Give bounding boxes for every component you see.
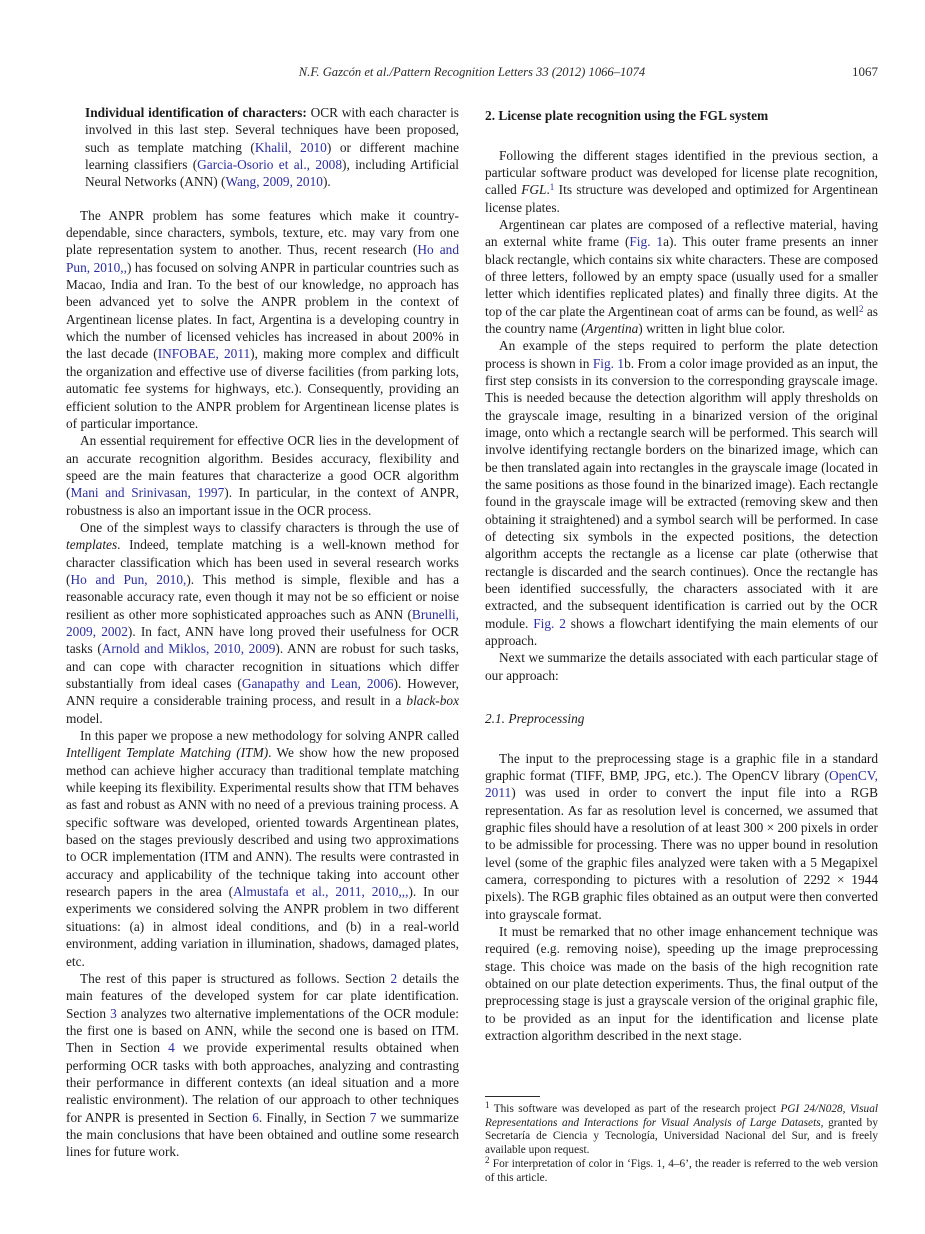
citation-link[interactable]: Brunelli, 2009, 2002 bbox=[66, 606, 459, 639]
citation-link[interactable]: INFOBAE, 2011 bbox=[157, 346, 251, 362]
paragraph-individual-identification bbox=[85, 104, 459, 191]
text-run: b. From a color image provided as an input, the first step consists in its conversion to the corresponding grayscale image. This is needed because the detection algorithm will apply thresholds on the grayscale image, resulting in a binarized version of the original image, onto which a rectangle search will be performed. This search will involve identifying rectangle borders on the binarized image, which can be then translated again into rectangles in the grayscale image (located in the same positions as those found in the binarized image). Each rectangle found in the grayscale image will be extracted (removing skew and then obtaining it straightened) and a symbol search will be performed. In case of detecting six symbols in the expected positions, the detection algorithm accepts the rectangle as a license car plate (otherwise that rectangle is discarded and the search continues). Once the rectangle has been identified successfully, the characters associated with it are extracted, and the subsequent identification is carried out by the OCR module. bbox=[485, 355, 878, 631]
paragraph-preprocessing-input bbox=[485, 750, 878, 923]
text-run: PGI 24/N028, Visual Representations and Interactions for Visual Analysis of Large Datasets bbox=[485, 1103, 878, 1129]
citation-link[interactable]: Mani and Srinivasan, 1997 bbox=[70, 485, 225, 501]
citation-link[interactable]: Almustafa et al., 2011, 2010,,, bbox=[233, 884, 409, 900]
text-run: ), making more complex and difficult the organization and effective use of diverse facilities (from parking lots, automatic fee systems for highways, etc.). Consequently, providing an efficient solution to the ANPR problem for Argentinean license plates is of particular importance. bbox=[66, 346, 459, 431]
paragraph-summary-lead bbox=[485, 649, 878, 684]
citation-link[interactable]: Fig. 1 bbox=[629, 234, 664, 250]
subsection-heading: 2.1. Preprocessing bbox=[485, 711, 585, 727]
text-run: Individual identification of characters: bbox=[85, 105, 311, 120]
paragraph-anpr-problem bbox=[66, 207, 459, 432]
running-title: N.F. Gazcón et al./Pattern Recognition Letters 33 (2012) 1066–1074 bbox=[298, 65, 646, 79]
citation-link[interactable]: Ho and Pun, 2010, bbox=[70, 571, 187, 587]
text-run: An example of the steps required to perform the plate detection process is shown in bbox=[485, 338, 878, 371]
text-run: ). In fact, ANN have long proved their usefulness for OCR tasks ( bbox=[66, 623, 460, 657]
footnote-list bbox=[485, 1100, 878, 1186]
text-run: FGL bbox=[521, 182, 547, 198]
citation-link[interactable]: 6 bbox=[252, 1109, 259, 1125]
section-body-a bbox=[485, 147, 878, 685]
citation-link[interactable]: 7 bbox=[369, 1109, 377, 1125]
text-run: ), including Artificial Neural Networks (ANN) ( bbox=[85, 157, 459, 190]
citation-link[interactable]: Khalil, 2010 bbox=[254, 139, 327, 155]
text-run: ). However, ANN require a considerable training process, and result in a bbox=[66, 676, 459, 709]
citation-link[interactable]: 4 bbox=[168, 1040, 175, 1056]
text-run: ). ANN are robust for such tasks, and can cope with character recognition in situations which differ substantially from ideal cases ( bbox=[66, 641, 459, 691]
text-run: ) has focused on solving ANPR in particular countries such as Macao, India and Iran. To the best of our knowledge, no approach has been advanced yet to solve the ANPR problem in the context of Argentinean license plates. In fact, Argentina is a developing country in which the number of licensed vehicles has increased in about 200% in the last decade ( bbox=[66, 259, 460, 362]
text-run: One of the simplest ways to classify characters is through the use of bbox=[80, 519, 459, 535]
paragraph-detection-steps bbox=[485, 337, 878, 649]
left-column bbox=[66, 104, 459, 1196]
right-column bbox=[485, 104, 878, 1196]
footnote-1 bbox=[485, 1100, 878, 1157]
text-run: . Finally, in Section bbox=[258, 1109, 370, 1125]
paragraph-essential-requirement bbox=[66, 432, 459, 519]
text-run: Its structure was developed and optimized for Argentinean license plates. bbox=[485, 182, 878, 215]
text-run: The rest of this paper is structured as follows. Section bbox=[80, 970, 391, 986]
content-columns bbox=[66, 104, 878, 1196]
text-run: model. bbox=[66, 710, 103, 726]
paragraph-fgl-intro bbox=[485, 147, 878, 216]
text-run: . Indeed, template matching is a well-known method for character classification which has been used in several research works ( bbox=[66, 537, 459, 587]
text-run: black-box bbox=[406, 693, 459, 709]
footnote-2 bbox=[485, 1155, 878, 1185]
text-run: Next we summarize the details associated with each particular stage of our approach: bbox=[485, 650, 878, 683]
text-run: Intelligent Template Matching (ITM) bbox=[66, 745, 269, 761]
text-run: ). In particular, in the context of ANPR, robustness is also an important issue in the OCR process. bbox=[66, 485, 459, 518]
footnotes bbox=[485, 1096, 878, 1187]
citation-link[interactable]: Arnold and Miklos, 2010, 2009 bbox=[101, 641, 276, 657]
footnote-marker[interactable]: 2 bbox=[859, 303, 864, 314]
text-run: An essential requirement for effective OCR lies in the development of an accurate recognition algorithm. Besides accuracy, flexibility and speed are the main features that characterize a good OCR algorithm ( bbox=[66, 433, 459, 501]
citation-link[interactable]: Garcia-Osorio et al., 2008 bbox=[197, 157, 343, 173]
citation-link[interactable]: Ho and Pun, 2010,, bbox=[66, 242, 459, 275]
text-run: as the country name ( bbox=[485, 303, 878, 336]
text-run: Argentinean car plates are composed of a reflective material, having an external white frame ( bbox=[485, 216, 878, 250]
citation-link[interactable]: Wang, 2009, 2010 bbox=[225, 174, 323, 190]
text-run: It must be remarked that no other image enhancement technique was required (e.g. removing noise), speeding up the image preprocessing stage. This choice was made on the basis of the high recognition rate obtained on our plate detection experiments. Thus, the final output of the preprocessing stage is just a grayscale version of the original graphic file, to be provided as an input for the identification and license plate extraction algorithm described in the next stage. bbox=[485, 923, 878, 1043]
text-run: In this paper we propose a new methodology for solving ANPR called bbox=[80, 728, 459, 744]
footnote-divider bbox=[485, 1096, 540, 1097]
paragraph-structure bbox=[66, 970, 459, 1161]
citation-link[interactable]: Fig. 2 bbox=[533, 615, 566, 631]
footnote-marker[interactable]: 1 bbox=[549, 182, 555, 193]
text-run: analyzes two alternative implementations of the OCR module: the first one is based on ANN, while the second one is based on ITM. Then in Section bbox=[66, 1005, 459, 1056]
text-run: ) was used in order to convert the input file into a RGB representation. As far as resolution level is concerned, we assumed that graphic files should have a resolution of at least 300 × 200 pixels in order to be admissible for processing. There was no upper bound in resolution level (some of the graphic files analyzed were taken with a 5 Megapixel camera, corresponding to pictures with a resolution of 2292 × 1944 pixels). The RGB graphic files obtained as an output were then converted into grayscale format. bbox=[485, 785, 878, 922]
text-run: Following the different stages identified in the previous section, a particular software product was developed for license plate recognition, called bbox=[485, 147, 878, 198]
citation-link[interactable]: OpenCV, 2011 bbox=[485, 767, 878, 801]
section-heading: 2. License plate recognition using the FGL system bbox=[485, 108, 769, 123]
paragraph-no-enhancement bbox=[485, 923, 878, 1044]
page-number: 1067 bbox=[852, 64, 878, 79]
text-run: we summarize the main conclusions that have been obtained and outline some research lines for future work. bbox=[66, 1109, 459, 1160]
text-run: This software was developed as part of the research project bbox=[489, 1103, 781, 1115]
text-run: templates bbox=[66, 537, 118, 553]
text-run: For interpretation of color in ‘Figs. 1, 4–6’, the reader is referred to the web version of this article. bbox=[485, 1158, 878, 1184]
text-run: OCR with each character is involved in this last step. Several techniques have been proposed, such as template matching ( bbox=[85, 105, 459, 155]
citation-link[interactable]: 3 bbox=[110, 1005, 117, 1021]
citation-link[interactable]: Fig. 1 bbox=[592, 355, 625, 371]
text-run: ). This method is simple, flexible and has a reasonable accuracy rate, even though it may not be so efficient or noise resilient as other more sophisticated approaches such as ANN ( bbox=[66, 571, 459, 622]
text-run: . bbox=[546, 182, 550, 198]
text-run: The ANPR problem has some features which make it country-dependable, since characters, symbols, texture, etc. may vary from one plate representation system to another. Thus, recent research ( bbox=[66, 207, 459, 258]
text-run: ). In our experiments we considered solving the ANPR problem in two different situations: (a) in almost ideal conditions, and (b) in a real-world environment, adding variation in illumination, shadows, damaged plates, etc. bbox=[66, 884, 459, 969]
text-run: , granted by Secretaría de Ciencia y Tecnología, Universidad Nacional del Sur, and is freely available upon request. bbox=[485, 1116, 878, 1156]
text-run: The input to the preprocessing stage is a graphic file in a standard graphic format (TIFF, BMP, JPG, etc.). The OpenCV library ( bbox=[485, 750, 878, 783]
paragraph-templates bbox=[66, 519, 459, 727]
text-run: we provide experimental results obtained when performing OCR tasks with both approaches, analyzing and contrasting their performance in different contexts (an ideal situation and a more realistic environment). The relation of our approach to other techniques for ANPR is presented in Section bbox=[66, 1040, 459, 1125]
citation-link[interactable]: Ganapathy and Lean, 2006 bbox=[241, 676, 394, 691]
citation-link[interactable]: 2 bbox=[390, 970, 398, 986]
text-run: details the main features of the developed system for car plate identification. Section bbox=[66, 970, 459, 1021]
text-run: . We show how the new proposed method can achieve higher accuracy than traditional template matching while keeping its flexibility. Experimental results show that ITM behaves as fast and robust as ANN with no need of a previous training process. A specific software was developed, oriented towards Argentinean plates, based on the stages previously described and using two approximations to OCR implementation (ITM and ANN). The results were contrasted in accuracy and applicability of the technique taking into account other research papers in the area ( bbox=[66, 745, 459, 900]
section-body-b bbox=[485, 750, 878, 1045]
text-run: shows a flowchart identifying the main elements of our approach. bbox=[485, 615, 878, 649]
footnote-marker: 1 bbox=[485, 1100, 490, 1110]
text-run: Argentina bbox=[585, 320, 639, 336]
running-header bbox=[66, 63, 878, 81]
text-run: ) written in light blue color. bbox=[638, 320, 786, 336]
text-run: ). bbox=[322, 174, 331, 190]
text-run: a). This outer frame presents an inner black rectangle, which contains six white characters. These are composed of three letters, followed by an empty space (usually used for a smaller letter which identifies replicated plates) and finally three digits. At the top of the car plate the Argentinean coat of arms can be found, as well bbox=[485, 234, 878, 319]
paragraph-argentinean-plates bbox=[485, 216, 878, 337]
footnote-marker: 2 bbox=[485, 1155, 490, 1166]
paragraph-itm-proposal bbox=[66, 727, 459, 970]
text-run: ) or different machine learning classifiers ( bbox=[85, 139, 459, 173]
